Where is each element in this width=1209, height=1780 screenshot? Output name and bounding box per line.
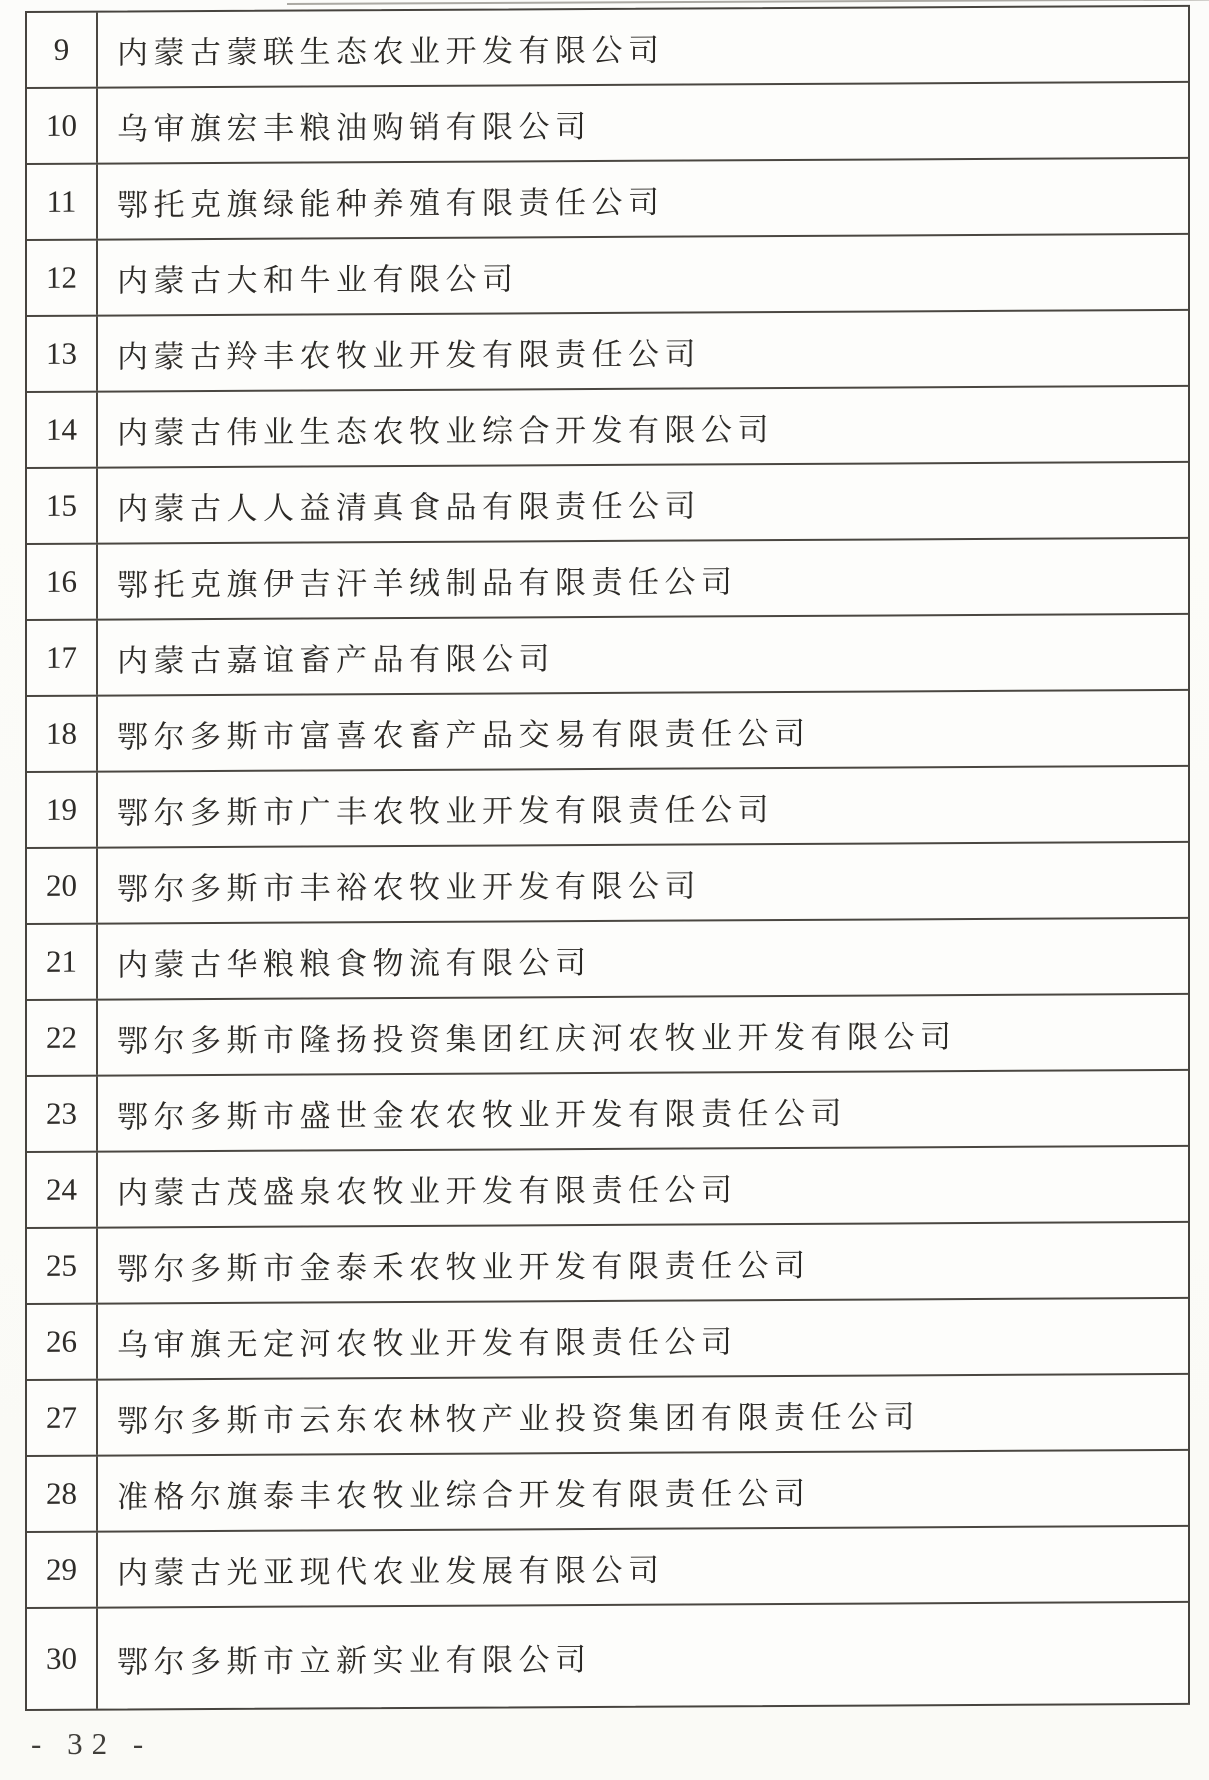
row-index-cell [27, 1305, 98, 1379]
company-name-cell [98, 919, 1188, 999]
row-index: 13 [46, 335, 77, 371]
row-index-cell [27, 89, 98, 163]
company-name: 乌审旗无定河农牧业开发有限责任公司 [117, 1323, 738, 1363]
row-index-cell [27, 621, 98, 695]
table-row [27, 1451, 1188, 1533]
company-name: 鄂尔多斯市富喜农畜产品交易有限责任公司 [117, 715, 811, 755]
company-name-cell [98, 311, 1188, 391]
table-row [27, 1223, 1188, 1305]
company-name: 鄂尔多斯市丰裕农牧业开发有限公司 [117, 867, 701, 907]
row-index: 25 [46, 1247, 77, 1283]
row-index-cell [27, 165, 98, 239]
row-index-cell [27, 13, 98, 87]
company-name-cell [98, 235, 1188, 315]
row-index: 17 [46, 639, 77, 675]
company-name: 内蒙古蒙联生态农业开发有限公司 [117, 32, 665, 71]
row-index: 16 [46, 563, 77, 599]
row-index-cell [27, 1609, 98, 1709]
table-row [27, 919, 1188, 1001]
company-name: 内蒙古光亚现代农业发展有限公司 [117, 1552, 665, 1591]
row-index-cell [27, 697, 98, 771]
company-name: 鄂尔多斯市盛世金农农牧业开发有限责任公司 [117, 1095, 847, 1135]
company-name-cell [98, 1299, 1188, 1379]
table-row [27, 387, 1188, 469]
row-index: 10 [46, 107, 77, 143]
company-name-cell [98, 1071, 1188, 1151]
row-index: 18 [46, 715, 77, 751]
company-name: 鄂尔多斯市金泰禾农牧业开发有限责任公司 [117, 1247, 811, 1287]
table-row [27, 1375, 1188, 1457]
company-name: 准格尔旗泰丰农牧业综合开发有限责任公司 [117, 1475, 811, 1515]
company-name: 鄂尔多斯市广丰农牧业开发有限责任公司 [117, 791, 774, 831]
table-row [27, 235, 1188, 317]
table-row [27, 1147, 1188, 1229]
company-name-cell [98, 387, 1188, 467]
row-index: 20 [46, 867, 77, 903]
table-row [27, 83, 1188, 165]
row-index-cell [27, 1381, 98, 1455]
company-name: 内蒙古羚丰农牧业开发有限责任公司 [117, 335, 701, 375]
company-name-cell [98, 1603, 1188, 1709]
company-name: 鄂尔多斯市云东农林牧产业投资集团有限责任公司 [117, 1398, 920, 1439]
company-name-cell [98, 615, 1188, 695]
company-name-cell [98, 463, 1188, 543]
company-name: 内蒙古茂盛泉农牧业开发有限责任公司 [117, 1171, 738, 1211]
row-index: 21 [46, 943, 77, 979]
row-index: 9 [53, 31, 70, 67]
row-index: 12 [46, 259, 77, 295]
company-name: 鄂尔多斯市隆扬投资集团红庆河农牧业开发有限公司 [117, 1018, 957, 1059]
row-index-cell [27, 1001, 98, 1075]
company-name-cell [98, 7, 1188, 87]
row-index: 14 [46, 411, 77, 447]
row-index-cell [27, 393, 98, 467]
company-name: 内蒙古大和牛业有限公司 [117, 260, 519, 299]
company-name-cell [98, 995, 1188, 1075]
row-index: 27 [46, 1399, 77, 1435]
table-row [27, 843, 1188, 925]
company-name-cell [98, 1375, 1188, 1455]
company-name-cell [98, 83, 1188, 163]
row-index-cell [27, 545, 98, 619]
table-row [27, 995, 1188, 1077]
row-index-cell [27, 241, 98, 315]
company-name-cell [98, 539, 1188, 619]
row-index: 23 [46, 1095, 77, 1131]
table-row [27, 1299, 1188, 1381]
table-row [27, 463, 1188, 545]
table-row [27, 1527, 1188, 1609]
row-index-cell [27, 1229, 98, 1303]
row-index-cell [27, 469, 98, 543]
row-index-cell [27, 1533, 98, 1607]
company-name: 鄂托克旗伊吉汗羊绒制品有限责任公司 [117, 563, 738, 603]
company-name: 鄂尔多斯市立新实业有限公司 [117, 1641, 592, 1680]
table-row [27, 615, 1188, 697]
row-index: 24 [46, 1171, 77, 1207]
table-row [27, 539, 1188, 621]
row-index: 30 [46, 1640, 77, 1676]
company-name-cell [98, 1223, 1188, 1303]
row-index: 22 [46, 1019, 77, 1055]
page-number: - 32 - [31, 1726, 153, 1761]
company-name: 内蒙古嘉谊畜产品有限公司 [117, 640, 555, 679]
table-row [27, 1071, 1188, 1153]
company-name: 鄂托克旗绿能种养殖有限责任公司 [117, 184, 665, 223]
row-index-cell [27, 317, 98, 391]
row-index-cell [27, 1457, 98, 1531]
table-row [27, 311, 1188, 393]
table-row [27, 1603, 1188, 1709]
row-index: 29 [46, 1551, 77, 1587]
row-index: 15 [46, 487, 77, 523]
company-table [25, 5, 1190, 1711]
company-name-cell [98, 843, 1188, 923]
company-name-cell [98, 159, 1188, 239]
row-index-cell [27, 925, 98, 999]
company-name: 内蒙古人人益清真食品有限责任公司 [117, 487, 701, 527]
company-name-cell [98, 1451, 1188, 1531]
row-index-cell [27, 773, 98, 847]
table-row [27, 159, 1188, 241]
company-name: 乌审旗宏丰粮油购销有限公司 [117, 108, 592, 147]
table-row [27, 767, 1188, 849]
row-index: 28 [46, 1475, 77, 1511]
row-index-cell [27, 849, 98, 923]
company-name-cell [98, 1527, 1188, 1607]
torn-top-rule [287, 0, 1209, 5]
company-name: 内蒙古华粮粮食物流有限公司 [117, 944, 592, 983]
table-row [27, 691, 1188, 773]
company-name-cell [98, 767, 1188, 847]
row-index-cell [27, 1153, 98, 1227]
company-name: 内蒙古伟业生态农牧业综合开发有限公司 [117, 411, 774, 451]
row-index: 11 [46, 183, 77, 219]
row-index-cell [27, 1077, 98, 1151]
company-name-cell [98, 1147, 1188, 1227]
company-name-cell [98, 691, 1188, 771]
row-index: 26 [46, 1323, 77, 1359]
table-row [27, 7, 1188, 89]
row-index: 19 [46, 791, 77, 827]
